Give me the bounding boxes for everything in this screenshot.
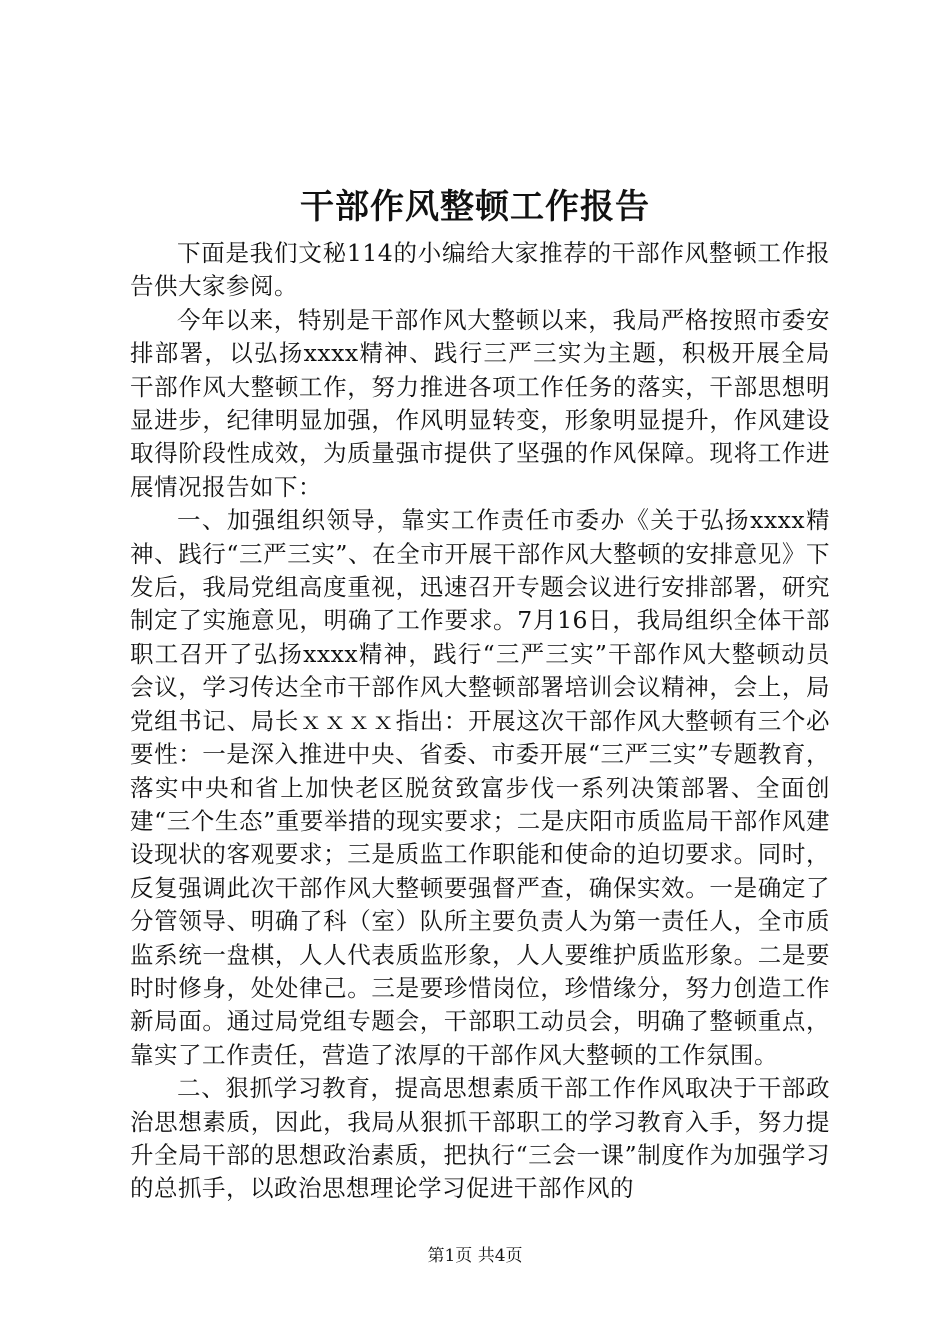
page-number: 第1页 共4页 [427, 1246, 523, 1266]
paragraph-section-1: 一、加强组织领导，靠实工作责任市委办《关于弘扬xxxx精神、践行“三严三实”、在全市开展干部作风大整顿的安排意见》下发后，我局党组高度重视，迅速召开专题会议进行安排部署，研究制定了实施意见，明确了工作要求。7月16日，我局组织全体干部职工召开了弘扬xxxx精神，践行“三严三实”干部作风大整顿动员会议，学习传达全市干部作风大整顿部署培训会议精神，会上，局党组书记、局长ｘｘｘｘ指出：开展这次干部作风大整顿有三个必要性：一是深入推进中央、省委、市委开展“三严三实”专题教育，落实中央和省上加快老区脱贫致富步伐一系列决策部署、全面创建“三个生态”重要举措的现实要求；二是庆阳市质监局干部作风建设现状的客观要求；三是质监工作职能和使命的迫切要求。同时，反复强调此次干部作风大整顿要强督严查，确保实效。一是确定了分管领导、明确了科（室）队所主要负责人为第一责任人，全市质监系统一盘棋，人人代表质监形象，人人要维护质监形象。二是要时时修身，处处律己。三是要珍惜岗位，珍惜缘分，努力创造工作新局面。通过局党组专题会，干部职工动员会，明确了整顿重点，靠实了工作责任，营造了浓厚的干部作风大整顿的工作氛围。 [130, 506, 830, 1069]
paragraph-overview: 今年以来，特别是干部作风大整顿以来，我局严格按照市委安排部署，以弘扬xxxx精神、践行三严三实为主题，积极开展全局干部作风大整顿工作，努力推进各项工作任务的落实，干部思想明显进步，纪律明显加强，作风明显转变，形象明显提升，作风建设取得阶段性成效，为质量强市提供了坚强的作风保障。现将工作进展情况报告如下： [130, 305, 830, 501]
paragraph-section-2: 二、狠抓学习教育，提高思想素质干部工作作风取决于干部政治思想素质，因此，我局从狠抓干部职工的学习教育入手，努力提升全局干部的思想政治素质，把执行“三会一课”制度作为加强学习的总抓手，以政治思想理论学习促进干部作风的 [130, 1074, 830, 1203]
paragraph-intro: 下面是我们文秘114的小编给大家推荐的干部作风整顿工作报告供大家参阅。 [130, 239, 830, 301]
document-title: 干部作风整顿工作报告 [300, 187, 650, 227]
document-body [130, 237, 830, 1206]
